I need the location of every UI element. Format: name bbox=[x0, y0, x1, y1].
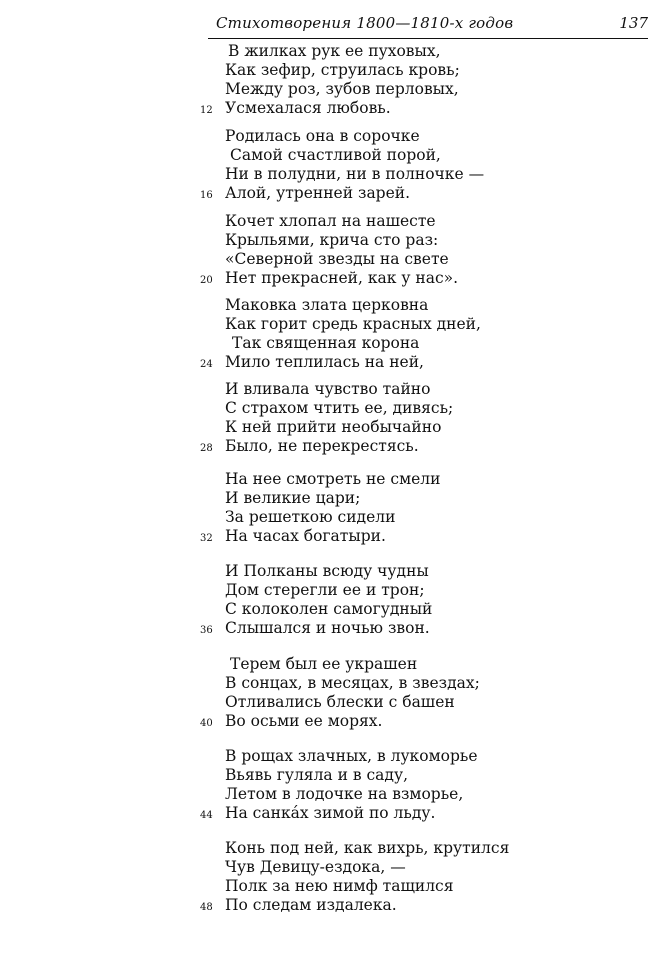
line-number: 40 bbox=[200, 718, 213, 729]
line-number: 20 bbox=[200, 275, 213, 286]
poem-line: Отливались блески с башен bbox=[225, 693, 455, 711]
poem-line: Крыльями, крича сто раз: bbox=[225, 231, 439, 249]
poem-line: И вливала чувство тайно bbox=[225, 380, 431, 398]
poem-line: К ней прийти необычайно bbox=[225, 418, 442, 436]
poem-line: Терем был ее украшен bbox=[230, 655, 418, 673]
poem-line: В рощах злачных, в лукоморье bbox=[225, 747, 478, 765]
poem-line: Как горит средь красных дней, bbox=[225, 315, 481, 333]
poem-line: Полк за нею нимф тащился bbox=[225, 877, 454, 895]
poem-line: Чув Девицу-ездока, — bbox=[225, 858, 406, 876]
poem-line: В жилках рук ее пуховых, bbox=[228, 42, 441, 60]
line-number: 32 bbox=[200, 533, 213, 544]
line-number: 24 bbox=[200, 359, 213, 370]
poem-line: С страхом чтить ее, дивясь; bbox=[225, 399, 454, 417]
poem-line: Родилась она в сорочке bbox=[225, 127, 420, 145]
poem-line-text: На санкáх зимой по льду. bbox=[225, 804, 436, 822]
poem-line-text: Усмехалася любовь. bbox=[225, 99, 391, 117]
poem-line bbox=[200, 437, 419, 456]
poem-line: «Северной звезды на свете bbox=[225, 250, 449, 268]
poem-line: И великие цари; bbox=[225, 489, 361, 507]
poem-line bbox=[200, 99, 391, 118]
poem-line: Маковка злата церковна bbox=[225, 296, 429, 314]
poem-line bbox=[200, 804, 436, 823]
poem-line: Конь под ней, как вихрь, крутился bbox=[225, 839, 510, 857]
poem-line: Самой счастливой порой, bbox=[230, 146, 441, 164]
poem-line bbox=[200, 896, 397, 915]
page-header bbox=[208, 14, 648, 40]
line-number: 28 bbox=[200, 443, 213, 454]
poem-line: Дом стерегли ее и трон; bbox=[225, 581, 425, 599]
poem-line: В сонцах, в месяцах, в звездах; bbox=[225, 674, 480, 692]
poem-line bbox=[200, 353, 424, 372]
poem-line-text: Алой, утренней зарей. bbox=[225, 184, 411, 202]
line-number: 44 bbox=[200, 810, 213, 821]
poem-line: Как зефир, струилась кровь; bbox=[225, 61, 460, 79]
poem-line-text: Мило теплилась на ней, bbox=[225, 353, 424, 371]
page-number: 137 bbox=[619, 14, 648, 32]
poem-line-text: Слышался и ночью звон. bbox=[225, 619, 430, 637]
poem-line-text: Было, не перекрестясь. bbox=[225, 437, 419, 455]
poem-line: Летом в лодочке на взморье, bbox=[225, 785, 464, 803]
poem-line: Так священная корона bbox=[232, 334, 420, 352]
line-number: 12 bbox=[200, 105, 213, 116]
running-title: Стихотворения 1800—1810-х годов bbox=[216, 14, 514, 32]
poem-line: И Полканы всюду чудны bbox=[225, 562, 429, 580]
poem-line: Ни в полудни, ни в полночке — bbox=[225, 165, 485, 183]
line-number: 16 bbox=[200, 190, 213, 201]
poem-line-text: На часах богатыри. bbox=[225, 527, 386, 545]
poem-line-text: По следам издалека. bbox=[225, 896, 397, 914]
poem-line-text: Во осьми ее морях. bbox=[225, 712, 383, 730]
poem-line: Вьявь гуляла и в саду, bbox=[225, 766, 409, 784]
poem-line bbox=[200, 269, 459, 288]
poem-line bbox=[200, 619, 430, 638]
poem-line bbox=[200, 184, 411, 203]
poem-line bbox=[200, 527, 386, 546]
poem-line bbox=[200, 712, 383, 731]
poem-line: Между роз, зубов перловых, bbox=[225, 80, 459, 98]
line-number: 48 bbox=[200, 902, 213, 913]
poem-line: Кочет хлопал на нашесте bbox=[225, 212, 436, 230]
poem-line-text: Нет прекрасней, как у нас». bbox=[225, 269, 459, 287]
poem-line: На нее смотреть не смели bbox=[225, 470, 441, 488]
poem-line: С колоколен самогудный bbox=[225, 600, 433, 618]
line-number: 36 bbox=[200, 625, 213, 636]
header-rule bbox=[208, 38, 648, 39]
poem-line: За решеткою сидели bbox=[225, 508, 396, 526]
